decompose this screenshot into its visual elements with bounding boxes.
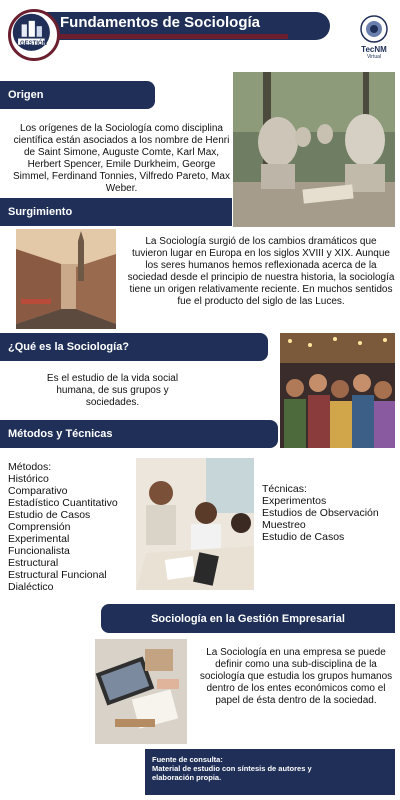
- section-title-metodos: Métodos y Técnicas: [8, 428, 113, 440]
- section-header-origen: [0, 81, 155, 109]
- business-desk-image: [95, 639, 187, 744]
- section-header-que-es: [0, 333, 268, 361]
- logo-text: GESTIÓN: [20, 41, 48, 47]
- technique-item: Estudio de Casos: [262, 531, 345, 543]
- origen-text: Los orígenes de la Sociología como disciplina científica están asociados a los nombre de Henri de Saint Simone, Auguste Comte, Karl Max, Herbert Spencer, Emile Durkheim, George Simmel, Ferdinand Tonnies, Vilfredo Pareto, Max Weber.: [13, 123, 230, 194]
- section-title-surgimiento: Surgimiento: [8, 206, 73, 218]
- methods-heading: Métodos:: [8, 461, 52, 473]
- techniques-list: [262, 483, 397, 543]
- section-title-gestion: Sociología en la Gestión Empresarial: [151, 612, 345, 625]
- footer-text: Material de estudio con síntesis de autores y elaboración propia.: [152, 764, 312, 782]
- footer-box: [145, 749, 395, 795]
- que-es-text: Es el estudio de la vida social humana, de sus grupos y sociedades.: [46, 373, 179, 408]
- method-item: Dialéctico: [8, 581, 54, 593]
- section-header-surgimiento: [0, 198, 232, 226]
- method-item: Estadístico Cuantitativo: [8, 497, 118, 509]
- technique-item: Experimentos: [262, 495, 327, 507]
- students-image: [136, 458, 254, 590]
- page-title: Fundamentos de Sociología: [60, 14, 261, 31]
- techniques-heading: Técnicas:: [262, 483, 307, 495]
- method-item: Comparativo: [8, 485, 68, 497]
- tecnm-logo-text: TecNM: [361, 45, 387, 54]
- method-item: Histórico: [8, 473, 49, 485]
- footer-heading: Fuente de consulta:: [152, 755, 223, 764]
- header-accent: [28, 34, 288, 39]
- institution-logo: [8, 9, 60, 61]
- section-title-origen: Origen: [8, 89, 44, 101]
- tecnm-logo-sub: Virtual: [366, 54, 382, 60]
- method-item: Experimental: [8, 533, 70, 545]
- method-item: Funcionalista: [8, 545, 70, 557]
- methods-list: [8, 461, 136, 593]
- method-item: Estudio de Casos: [8, 509, 91, 521]
- gestion-text: La Sociología en una empresa se puede definir como una sub-disciplina de la sociología que estudia los grupos humanos dentro de los entes económicos como el papel de ésta dentro de la sociedad.: [199, 647, 393, 706]
- european-street-image: [16, 229, 116, 329]
- crowd-image: [280, 333, 395, 448]
- section-header-gestion: [101, 604, 395, 633]
- section-title-que-es: ¿Qué es la Sociología?: [8, 341, 130, 353]
- surgimiento-text: La Sociología surgió de los cambios dramáticos que tuvieron lugar en Europa en los siglos XVIII y XIX. Aunque los seres humanos hemos reflexionada acerca de la sociedad desde el principio de nuestra historia, la sociología tiene un origen relativamente reciente. En muchos sentidos fue el producto del siglo de las Luces.: [127, 236, 395, 307]
- philosophers-busts-image: [233, 72, 395, 227]
- method-item: Estructural Funcional: [8, 569, 107, 581]
- method-item: Comprensión: [8, 521, 71, 533]
- technique-item: Estudios de Observación: [262, 507, 379, 519]
- method-item: Estructural: [8, 557, 59, 569]
- section-header-metodos: [0, 420, 278, 448]
- technique-item: Muestreo: [262, 519, 306, 531]
- tecnm-logo: [356, 14, 392, 62]
